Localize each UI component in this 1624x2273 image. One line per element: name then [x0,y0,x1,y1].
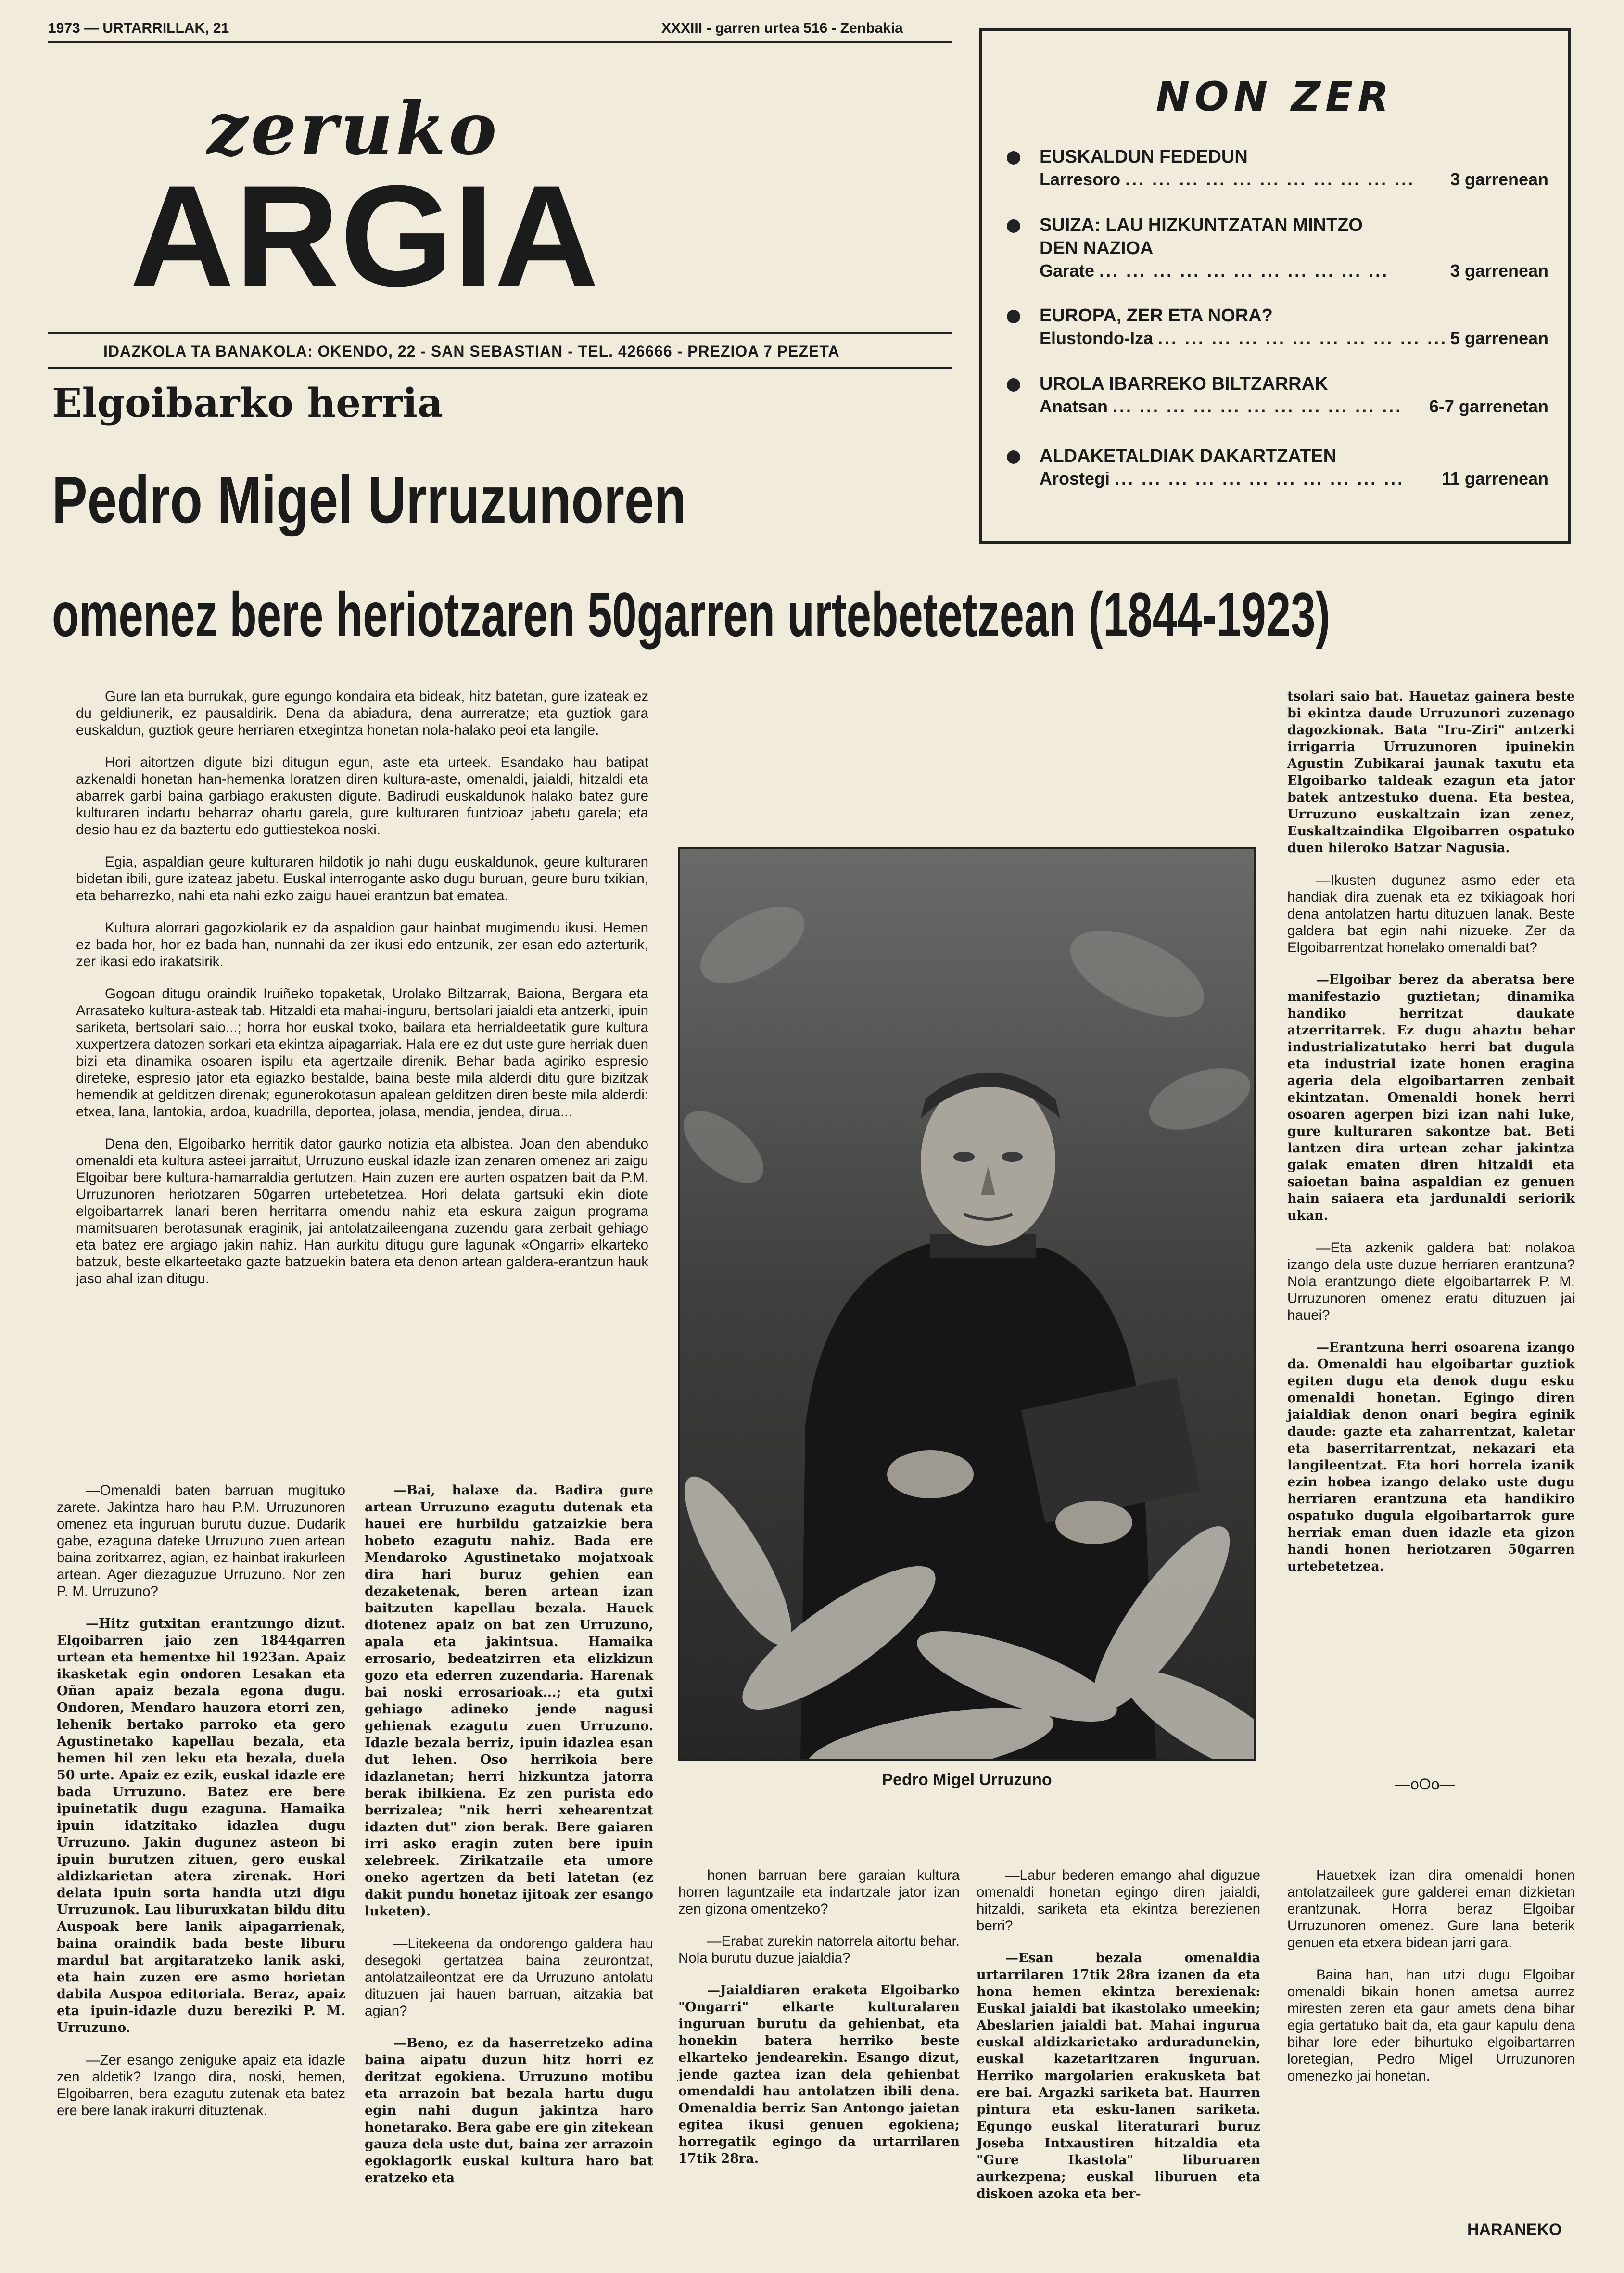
toc-title: NON ZER [1155,73,1394,120]
article-intro-column [76,688,648,1303]
toc-item-meta [1040,260,1548,282]
answer-paragraph: —Bai, halaxe da. Badira gure artean Urruzuno ezagutu dutenak eta hauei ere hurbildu gatzaizkie bera hobeto ezagutu nahiz. Bada ere Mendaroko Agustinetako mojatxoak dira hari buruz gehien ean dezaketenak, beren artean izan baitzuten kapellau bezala. Hauek diotenez apaiz on bat zen Urruzuno, apala eta jakintsua. Hamaika errosario, bedeatzirren eta elizkizun gozo eta ederren zuzendaria. Harenak bai noski errosarioak...; eta gutxi gehiago adineko jende nagusi gehienak ezagutu zuen Urruzuno. Idazle bezala berriz, ipuin idazlea esan dut lehen. Oso herrikoia bere idazlanetan; herri hizkuntza jatorra berak ibilkiena. Ez zen purista edo berrizalea; "nik herri xehearentzat idazten dut" zion berak. Bere gaiaren irri asko eragin zuten bere ipuin xelebreek. Zirikatzaile eta umore oneko agertzen da beti latetan (ez dakit pundu honetaz ijitoak zer esango luketen). [365,1483,653,1919]
address-rule-top [48,332,952,334]
toc-item[interactable] [1007,145,1548,191]
portrait-photo [678,847,1256,1761]
toc-item-leader: ... ... ... ... ... ... ... ... ... ... ... [1113,396,1403,416]
interview-column-3 [678,1867,960,2183]
date-line: 1973 — URTARRILLAK, 21 [48,20,229,36]
question-paragraph: —Omenaldi baten barruan mugituko zarete. Jakintza haro hau P.M. Urruzunoren omenez eta inguruan burutu duzue. Dudarik gabe, ezaguna dateke Urruzuno zuen artean baina zoritxarrez, agian, ez hainbat irakurleen artean. Ager diezaguzue Urruzuno. Nor zen P. M. Urruzuno? [57,1482,345,1599]
headline-line-1: Pedro Migel Urruzunoren [52,463,686,537]
answer-paragraph: —Hitz gutxitan erantzungo dizut. Elgoibarren jaio zen 1844garren urtean eta hementxe hil 1923an. Apaiz ikasketak egin ondoren Lesakan eta Oñan apaiz bezala egona dugu. Ondoren, Mendaro hauzora etorri zen, lehenik bertako parroko eta gero Agustinetako kapellau bezala, eta hemen hil zen leku eta bezala, duela 50 urte. Apaiz ez ezik, euskal idazle ere bada Urruzuno. Batez ere bere ipuinetatik dugu ezaguna. Hamaika ipuin idatzitako idazlea dugu Urruzuno. Jakin dugunez asteon bi ipuin burutzen zituen, gero euskal aldizkarietan atera zirenak. Hori delata ipuin sorta handia utzi digu Urruzunok. Lau liburuxkatan bildu ditu Auspoak bere lanik aipagarrienak, baina oraindik bada beste liburu mardul bat argitaratzeko lanik aski, eta hain zuzen ere asmo horietan dabila Auspoa editoriala. Beraz, apaiz eta ipuin-idazle duzu bereziki P. M. Urruzuno. [57,1616,345,2035]
toc-item-leader: ... ... ... ... ... ... ... ... ... ... ... [1158,328,1448,348]
portrait-illustration [680,849,1256,1761]
table-of-contents-box [979,28,1571,544]
toc-item-author: Garate [1040,261,1095,281]
article-signature: HARANEKO [1467,2221,1562,2239]
interview-column-5 [1287,688,1575,1590]
toc-item-title: ALDAKETALDIAK DAKARTZATEN [1040,446,1337,466]
answer-paragraph: —Beno, ez da haserretzeko adina baina aipatu duzun hitz horri ez deritzat egokiena. Urruzuno motibu eta arrazoin bat bezala hartu dugu egin nahi dugun jakintza haro honetarako. Bera gabe ere gin zitekean gauza dela uste dut, baina zer arrazoin egokiagorik euskal kultura haro bat eratzeko eta [365,2036,653,2185]
address-line: IDAZKOLA TA BANAKOLA: OKENDO, 22 - SAN SEBASTIAN - TEL. 426666 - PREZIOA 7 PEZETA [103,343,840,360]
toc-item-meta [1040,327,1548,349]
bullet-icon [1007,378,1020,392]
bullet-icon [1007,310,1020,323]
answer-paragraph: —Esan bezala omenaldia urtarrilaren 17tik 28ra izanen da eta hona hemen ekintza berexienak: Euskal jaialdi bat ikastolako umeekin; Abeslarien jaialdi bat. Mahai ingurua euskal aldizkarietako arduradunekin, euskal kazetaritzaren inguruan. Herriko margolarien erakusketa bat ere bai. Argazki sariketa bat. Haurren pintura eta esku-lanen sariketa. Egungo euskal literaturari buruz Joseba Intxaustiren hitzaldia eta "Gure Ikastola" liburuaren aurkezpena; euskal liburuen eta diskoen azoka eta ber- [977,1951,1260,2201]
toc-item-author: Anatsan [1040,396,1108,416]
toc-item-leader: ... ... ... ... ... ... ... ... ... ... ... [1099,261,1389,281]
interview-column-1 [57,1482,345,2134]
bullet-icon [1007,219,1020,233]
paragraph: Hori aitortzen digute bizi ditugun egun, aste eta urteek. Esandako hau batipat azkenaldi honetan han-hemenka loratzen diren kultura-aste, omenaldi, jaialdi, hitzaldi eta abarrek garbi baina garbiago erakusten digute. Badirudi euskaldunok halako batez gure kulturaren indartu beharraz ohartu garela, gure kulturaren funtzioaz jabetu garela; eta desio hau ez da baztertu edo guttiestekoa noski. [76,754,648,838]
toc-item-meta [1040,468,1548,490]
bullet-icon [1007,450,1020,464]
logo-zeruko: zeruko [207,87,500,171]
headline-line-2: omenez bere heriotzaren 50garren urtebetetzean (1844-1923) [52,579,1331,650]
bullet-icon [1007,151,1020,165]
question-paragraph: honen barruan bere garaian kultura horren laguntzaile eta indartzale jator izan zen gizona omentzeko? [678,1867,960,1917]
section-separator: —oOo— [1395,1775,1455,1793]
toc-item[interactable] [1007,445,1548,490]
answer-paragraph: tsolari saio bat. Hauetaz gainera beste bi ekintza daude Urruzunori zuzenago dagozkionak. Bata "Iru-Ziri" antzerki irrigarria Urruzunoren ipuinekin Agustin Zubikarai jaunak taxutu eta Elgoibarko taldeak ezagun eta jator batek antzestuko duena. Eta bestea, Urruzuno euskaltzain izan zenez, Euskaltzaindika Elgoibarren ospatuko duen hileroko Batzar Nagusia. [1287,689,1575,856]
question-paragraph: —Ikusten dugunez asmo eder eta handiak dira zuenak eta ez txikiagoak hori dena antolatzen hartu dituzuen lanak. Beste galdera bat egin nahi nizueke. Zer da Elgoibarrentzat honelako omenaldi bat? [1287,872,1575,956]
paragraph: Dena den, Elgoibarko herritik dator gaurko notizia eta albistea. Joan den abenduko omenaldi eta kultura asteei jarraitut, Urruzuno euskal idazle izan zenaren omenez ari zaigu Elgoibar bere kultura-hamarraldia gertutzen. Hain zuzen ere aurten ospatzen bait da P.M. Urruzunoren heriotzaren 50garren urtebetetzea. Hori delata gartsuki ekin diote elgoibartarrek lanari beren herritarra omendu nahiz eta eskura zaigun programa mamitsuaren berotasunak eraginik, jai antolatzaileengana zuzendu gara zerbait gehiago eta batez ere argiago jakin nahiz. Han aurkitu ditugu gure lagunak «Ongarri» elkarteko batzuk, beste elkarteetako gazte batzuekin batera eta denon artean galdera-erantzun hauk jaso ahal izan ditugu. [76,1136,648,1287]
toc-item-title: EUSKALDUN FEDEDUN [1040,147,1248,167]
toc-item-title: UROLA IBARREKO BILTZARRAK [1040,374,1328,394]
answer-paragraph: —Erantzuna herri osoarena izango da. Omenaldi hau elgoibartar guztiok egiten dugu eta denok dugu esku omenaldi honetan. Egingo diren jaialdiak denon onari begira eginik daude: gazte eta zaharrentzat, kaletar eta baserritarrentzat, nekazari eta langileentzat. Eta hori horrela izanik ezin hobea izango delako uste dugu herriaren erantzuna eta handikiro ospatuko dugula elgoibartarrok gure herriak eman duen idazle eta gizon handi honen heriotzaren 50garren urtebetetzea. [1287,1340,1575,1574]
paragraph: Egia, aspaldian geure kulturaren hildotik jo nahi dugu euskaldunok, geure kulturaren bidetan ibili, gure izateaz jabetu. Euskal interrogante asko dugu buruan, geure buru txikian, eta beharrezko, nahi eta nahi ezko zaigu hauei erantzun bat ematea. [76,854,648,904]
article-kicker: Elgoibarko herria [52,380,444,426]
toc-item[interactable] [1007,304,1548,349]
paragraph: Gure lan eta burrukak, gure egungo kondaira eta bideak, hitz batetan, gure izateak ez du geldiunerik, ez pausaldirik. Dena da abiadura, dena aurreratze; eta guztiok gara euskaldun, guztiok geure herriaren etxegintza honetan nola-halako peoi eta langile. [76,689,648,738]
toc-item-page: 3 garrenean [1450,169,1548,189]
address-rule-bottom [48,367,952,369]
toc-item-page: 11 garrenean [1441,469,1548,488]
toc-item-author: Elustondo-Iza [1040,328,1153,348]
question-paragraph: —Litekeena da ondorengo galdera hau desegoki gertatzea baina zeurontzat, antolatzaileontzat ere da Urruzuno antolatu dituzuen jai hauen barruan, aitzakia bat agian? [365,1936,653,2019]
toc-item-page: 5 garrenean [1450,328,1548,348]
interview-column-4 [977,1867,1260,2218]
question-paragraph: —Erabat zurekin natorrela aitortu behar. Nola burutu duzue jaialdia? [678,1933,960,1966]
question-paragraph: —Zer esango zeniguke apaiz eta idazle zen aldetik? Izango dira, noski, hemen, Elgoibarren, bera ezagutu zutenak eta batez ere bere lanak irakurri dituztenak. [57,2052,345,2119]
toc-item-meta [1040,168,1548,191]
toc-item-leader: ... ... ... ... ... ... ... ... ... ... ... [1115,469,1405,488]
photo-caption: Pedro Migel Urruzuno [882,1771,1052,1789]
closing-column [1287,1867,1575,2100]
toc-item-title: SUIZA: LAU HIZKUNTZATAN MINTZO DEN NAZIOA [1040,215,1363,258]
toc-item-title: EUROPA, ZER ETA NORA? [1040,306,1273,326]
answer-paragraph: —Elgoibar berez da aberatsa bere manifestazio guztietan; dinamika handiko herritzat daukate atzerritarrek. Ez dugu ahaztu behar industrializatutako herri bat dugula eta industrial izate honen eragina ageria dela elgoibartarren zenbait ekintzatan. Omenaldi honek herri osoaren agerpen bizi izan nahi luke, gure kulturaren sakontze bat. Beti lantzen dira urtean zehar jakintza gaiak ematen diren hitzaldi eta saioetan baina aspaldian ez genuen hain saiaera eta jardunaldi seriorik ukan. [1287,972,1575,1223]
toc-item-page: 6-7 garrenetan [1429,396,1548,416]
toc-item[interactable] [1007,214,1548,282]
issue-line: XXXIII - garren urtea 516 - Zenbakia [661,20,903,36]
top-rule [48,41,952,43]
toc-item[interactable] [1007,372,1548,418]
toc-item-leader: ... ... ... ... ... ... ... ... ... ... ... [1125,169,1415,189]
toc-item-author: Arostegi [1040,469,1110,488]
toc-item-author: Larresoro [1040,169,1121,189]
toc-item-meta [1040,396,1548,418]
interview-column-2 [365,1482,653,2202]
paragraph: Hauetxek izan dira omenaldi honen antolatzaileek gure galderei eman dizkietan erantzunak. Horra beraz Elgoibar Urruzunoren omenez. Gure lana beterik genuen eta etxera bidean jarri gara. [1287,1867,1575,1951]
toc-item-page: 3 garrenean [1450,261,1548,281]
question-paragraph: —Eta azkenik galdera bat: nolakoa izango dela uste duzue herriaren erantzuna? Nola erantzungo diete elgoibartarrek P. M. Urruzunoren omenez eratu dituzuen jai hauei? [1287,1240,1575,1323]
logo-argia: ARGIA [130,155,600,317]
answer-paragraph: —Jaialdiaren eraketa Elgoibarko "Ongarri" elkarte kulturalaren inguruan burutu da gehienbat, eta honekin batera herriko beste elkarteko jendearekin. Esango dizut, jende gaztea izan dela gehienbat omendaldi hau antolatzen ibili dena. Omenaldia berriz San Antongo jaietan egitea ikusi genuen egokiena; horregatik egingo da urtarrilaren 17tik 28ra. [678,1983,960,2166]
paragraph: Baina han, han utzi dugu Elgoibar omenaldi bikain honen ametsa aurrez miresten zeren eta gaur amets dena bihar egia gertatuko bait da, eta gaur kapulu dena bihar lore eder bihurtuko elgoibartarren loretegian, Pedro Migel Urruzunoren omenezko jai honetan. [1287,1967,1575,2084]
paragraph: Kultura alorrari gagozkiolarik ez da aspaldion gaur hainbat mugimendu ikusi. Hemen ez bada hor, hor ez bada han, nunnahi da zer ikusi edo entzunik, zer esan edo azterturik, zer ikasi edo irakatsirik. [76,920,648,970]
question-paragraph: —Labur bederen emango ahal diguzue omenaldi honetan egingo diren jaialdi, hitzaldi, sariketa eta ekintza berezienen berri? [977,1867,1260,1934]
paragraph: Gogoan ditugu oraindik Iruiñeko topaketak, Urolako Biltzarrak, Baiona, Bergara eta Arrasateko kultura-asteak tab. Hitzaldi eta mahai-inguru, bertsolari jaialdi eta antzerki, ipuin sariketa, bertsolari saio...; horra hor euskal txoko, bailara eta herrialdeetatik gure kultura xuxpertzera datozen sorkari eta ekintza aipagarriak. Hala ere ez dut uste gure herriak duen bizi eta dinamika osoaren ispilu eta agertzaile direnik. Behar bada agiriko espresio direteke, espresio jator eta egiazko bestalde, baina beste mila alderdi ditu gure bizitzak hemendik at gelditzen direnak; egunerokotasun apalean gelditzen diren beste mila alderdi: etxea, lana, lantokia, ardoa, kuadrilla, deportea, jolasa, mendia, jendea, dirua... [76,986,648,1120]
